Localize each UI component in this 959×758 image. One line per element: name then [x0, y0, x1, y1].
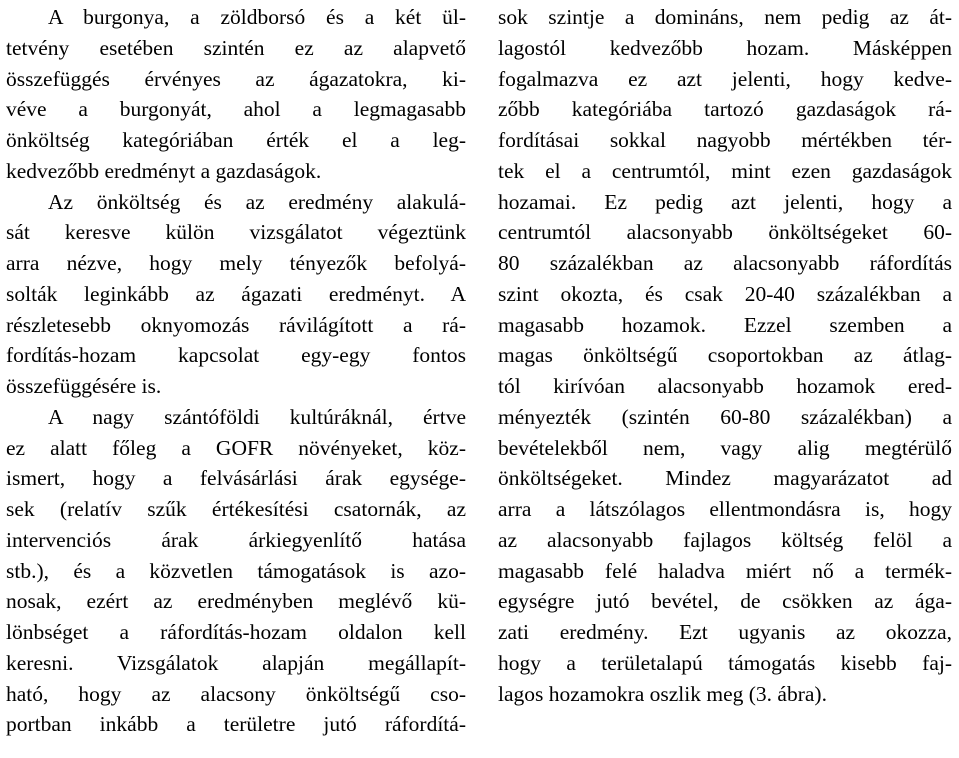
- text-line: hogy a területalapú támogatás kisebb faj-: [498, 650, 952, 675]
- text-line: magasabb felé haladva miért nő a termék-: [498, 558, 952, 583]
- text-line: centrumtól alacsonyabb önköltségeket 60-: [498, 220, 952, 245]
- text-line: szint okozta, és csak 20-40 százalékban a: [498, 281, 952, 306]
- paragraph: [6, 402, 466, 740]
- text-line: fordításai sokkal nagyobb mértékben tér-: [498, 128, 952, 152]
- text-line: magasabb hozamok. Ezzel szemben a: [498, 312, 952, 337]
- text-line: összefüggésére is.: [6, 374, 162, 398]
- text-line: fogalmazva ez azt jelenti, hogy kedve-: [498, 66, 952, 91]
- text-line: véve a burgonyát, ahol a legmagasabb: [6, 97, 466, 122]
- text-line: stb.), és a közvetlen támogatások is azo-: [6, 558, 466, 583]
- text-line: kedvezőbb eredményt a gazdaságok.: [6, 158, 322, 183]
- text-line: zőbb kategóriába tartozó gazdaságok rá-: [498, 97, 952, 122]
- text-line: lagostól kedvezőbb hozam. Másképpen: [498, 35, 952, 60]
- text-line: lagos hozamokra oszlik meg (3. ábra).: [498, 681, 827, 706]
- text-line: hozamai. Ez pedig azt jelenti, hogy a: [498, 189, 952, 214]
- text-line: sek (relatív szűk értékesítési csatornák, az: [6, 497, 466, 521]
- text-line: A burgonya, a zöldborsó és a két ül-: [48, 5, 466, 29]
- text-line: arra nézve, hogy mely tényezők befolyá-: [6, 251, 466, 275]
- text-line: arra a látszólagos ellentmondásra is, hogy: [498, 497, 952, 521]
- text-line: ható, hogy az alacsony önköltségű cso-: [6, 681, 466, 706]
- text-line: tek el a centrumtól, mint ezen gazdaságok: [498, 158, 952, 183]
- text-line: ez alatt főleg a GOFR növényeket, köz-: [6, 435, 466, 460]
- text-line: zati eredmény. Ezt ugyanis az okozza,: [498, 620, 952, 644]
- text-line: magas önköltségű csoportokban az átlag-: [498, 343, 952, 368]
- text-line: bevételekből nem, vagy alig megtérülő: [498, 435, 952, 460]
- text-line: összefüggés érvényes az ágazatokra, ki-: [6, 66, 466, 91]
- left-column: [6, 2, 466, 740]
- text-line: ismert, hogy a felvásárlási árak egysége-: [6, 466, 466, 491]
- text-line: részletesebb oknyomozás rávilágított a rá-: [6, 312, 466, 337]
- text-line: az alacsonyabb fajlagos költség felöl a: [498, 527, 952, 552]
- text-line: önköltségeket. Mindez magyarázatot ad: [498, 466, 952, 491]
- text-line: tól kirívóan alacsonyabb hozamok ered-: [498, 374, 952, 398]
- paragraph: [498, 2, 952, 709]
- text-line: sát keresve külön vizsgálatot végeztünk: [6, 220, 466, 245]
- text-line: portban inkább a területre jutó ráfordítá-: [6, 712, 466, 737]
- text-line: ményezték (szintén 60-80 százalékban) a: [498, 404, 952, 429]
- text-line: Az önköltség és az eredmény alakulá-: [48, 189, 466, 214]
- text-line: solták leginkább az ágazati eredményt. A: [6, 281, 466, 306]
- text-line: fordítás-hozam kapcsolat egy-egy fontos: [6, 343, 466, 368]
- text-line: sok szintje a domináns, nem pedig az át-: [498, 5, 952, 29]
- text-line: intervenciós árak árkiegyenlítő hatása: [6, 527, 466, 552]
- text-line: önköltség kategóriában érték el a leg-: [6, 128, 466, 152]
- text-line: A nagy szántóföldi kultúráknál, értve: [48, 404, 466, 429]
- text-line: lönbséget a ráfordítás-hozam oldalon kell: [6, 620, 466, 644]
- text-line: tetvény esetében szintén ez az alapvető: [6, 35, 466, 60]
- paragraph: [6, 187, 466, 402]
- text-line: egységre jutó bevétel, de csökken az ága-: [498, 589, 952, 614]
- text-line: nosak, ezért az eredményben meglévő kü-: [6, 589, 466, 614]
- text-line: keresni. Vizsgálatok alapján megállapít-: [6, 650, 466, 675]
- right-column: [498, 2, 952, 709]
- text-line: 80 százalékban az alacsonyabb ráfordítás: [498, 251, 952, 275]
- paragraph: [6, 2, 466, 187]
